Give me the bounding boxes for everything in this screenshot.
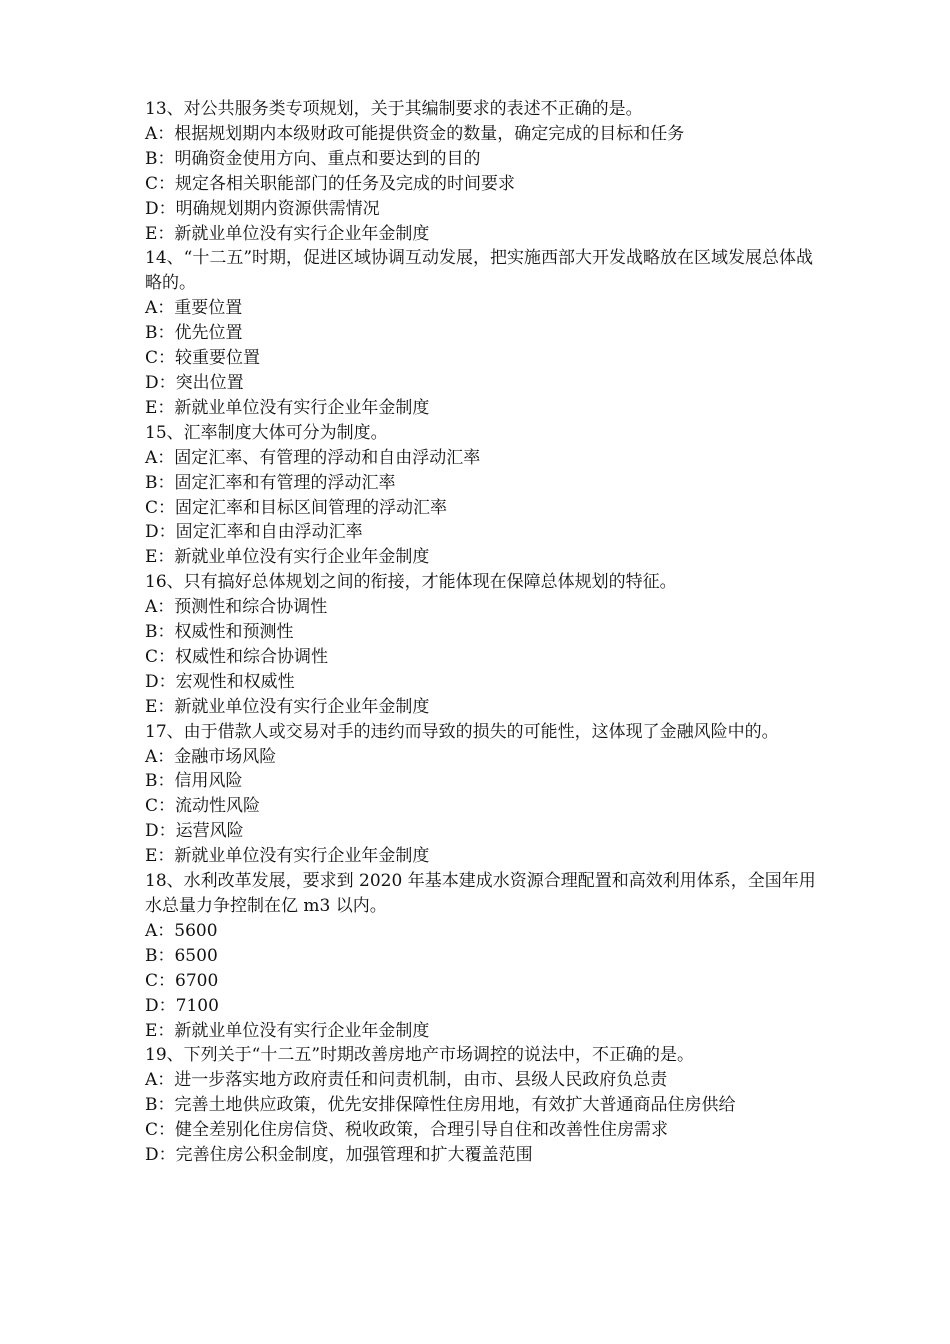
document-body [145, 97, 825, 1168]
question-17-option-a: A：金融市场风险 [145, 746, 277, 767]
question-17-option-d: D：运营风险 [145, 821, 244, 842]
question-13-option-e: E：新就业单位没有实行企业年金制度 [145, 223, 430, 244]
question-13-option-a: A：根据规划期内本级财政可能提供资金的数量，确定完成的目标和任务 [145, 123, 685, 144]
question-15-text: 15、汇率制度大体可分为制度。 [145, 422, 388, 443]
question-13-option-b: B：明确资金使用方向、重点和要达到的目的 [145, 148, 481, 169]
question-15-option-e: E：新就业单位没有实行企业年金制度 [145, 547, 430, 568]
question-13-option-c: C：规定各相关职能部门的任务及完成的时间要求 [145, 173, 516, 194]
question-16-option-b: B：权威性和预测性 [145, 622, 294, 643]
question-13-text: 13、对公共服务类专项规划，关于其编制要求的表述不正确的是。 [145, 99, 643, 119]
question-16-option-e: E：新就业单位没有实行企业年金制度 [145, 696, 430, 717]
question-14-option-e: E：新就业单位没有实行企业年金制度 [145, 397, 430, 418]
question-18-option-d: D：7100 [145, 995, 219, 1016]
question-16-option-d: D：宏观性和权威性 [145, 671, 295, 692]
question-19-text: 19、下列关于“十二五”时期改善房地产市场调控的说法中，不正确的是。 [145, 1045, 695, 1066]
question-14-option-a: A：重要位置 [145, 298, 243, 319]
question-14-text: 14、“十二五”时期，促进区域协调互动发展，把实施西部大开发战略放在区域发展总体战略的。 [145, 248, 814, 294]
question-19-option-a: A：进一步落实地方政府责任和问责机制，由市、县级人民政府负总责 [145, 1070, 668, 1091]
question-17-option-c: C：流动性风险 [145, 796, 261, 817]
question-18-option-e: E：新就业单位没有实行企业年金制度 [145, 1020, 430, 1041]
question-15-option-c: C：固定汇率和目标区间管理的浮动汇率 [145, 497, 448, 518]
question-15-option-a: A：固定汇率、有管理的浮动和自由浮动汇率 [145, 447, 481, 468]
question-19-option-b: B：完善土地供应政策，优先安排保障性住房用地，有效扩大普通商品住房供给 [145, 1095, 736, 1116]
question-19-option-c: C：健全差别化住房信贷、税收政策，合理引导自住和改善性住房需求 [145, 1120, 669, 1141]
question-13-option-d: D：明确规划期内资源供需情况 [145, 198, 380, 219]
question-18-option-c: C：6700 [145, 970, 219, 991]
question-15-option-b: B：固定汇率和有管理的浮动汇率 [145, 472, 396, 493]
question-14-option-b: B：优先位置 [145, 323, 243, 344]
question-17-option-e: E：新就业单位没有实行企业年金制度 [145, 846, 430, 867]
question-17-option-b: B：信用风险 [145, 771, 243, 792]
question-19-option-d: D：完善住房公积金制度，加强管理和扩大覆盖范围 [145, 1145, 533, 1166]
question-18-text: 18、水利改革发展，要求到 2020 年基本建成水资源合理配置和高效利用体系，全国年用水总量力争控制在亿 m3 以内。 [145, 871, 816, 916]
question-18-option-a: A：5600 [145, 920, 218, 941]
question-18-option-b: B：6500 [145, 945, 218, 966]
question-17-text: 17、由于借款人或交易对手的违约而导致的损失的可能性，这体现了金融风险中的。 [145, 721, 779, 742]
question-16-option-c: C：权威性和综合协调性 [145, 646, 329, 667]
question-14-option-d: D：突出位置 [145, 372, 244, 393]
question-15-option-d: D：固定汇率和自由浮动汇率 [145, 522, 363, 543]
question-14-option-c: C：较重要位置 [145, 348, 261, 369]
question-16-text: 16、只有搞好总体规划之间的衔接，才能体现在保障总体规划的特征。 [145, 572, 677, 593]
question-16-option-a: A：预测性和综合协调性 [145, 597, 328, 618]
